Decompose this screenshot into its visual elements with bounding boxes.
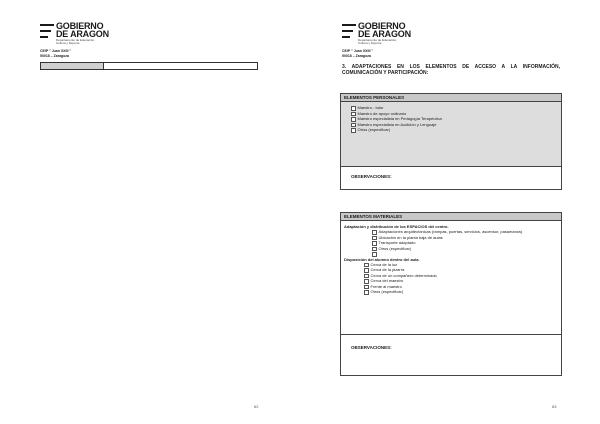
school-header: [40, 49, 71, 59]
school-city: 50018 – Zaragoza: [342, 54, 371, 58]
list-item[interactable]: Cerca de la pizarra: [364, 267, 558, 273]
checkbox-icon[interactable]: [364, 285, 369, 290]
checkbox-icon[interactable]: [364, 290, 369, 295]
gobierno-aragon-logo-right: [342, 22, 411, 46]
checkbox-icon[interactable]: [351, 117, 356, 122]
list-item[interactable]: Cerca del maestro: [364, 278, 558, 284]
list-item[interactable]: Otros (especificar): [351, 127, 561, 133]
materiales-content: [341, 221, 561, 335]
list-item[interactable]: Maestro especialista en Audición y Lenguaje: [351, 122, 561, 128]
list-item[interactable]: Otros (especificar): [372, 246, 558, 252]
checkbox-icon[interactable]: [372, 236, 377, 241]
logo-line1: GOBIERNO: [56, 21, 104, 31]
list-item[interactable]: Maestro - tutor: [351, 105, 561, 111]
gobierno-aragon-logo: [40, 22, 109, 46]
school-city: 50018 – Zaragoza: [40, 54, 69, 58]
logo-line2: DE ARAGON: [358, 29, 411, 39]
personales-observaciones: OBSERVACIONES:: [351, 174, 392, 179]
personales-options: [341, 102, 561, 167]
espacios-heading: Adaptación y distribución de los ESPACIOS del centro.: [344, 224, 449, 229]
list-item[interactable]: Transporte adaptado: [372, 240, 558, 246]
checkbox-icon[interactable]: [364, 274, 369, 279]
checkbox-icon[interactable]: [351, 106, 356, 111]
logo-mark-icon: [342, 24, 356, 38]
list-item[interactable]: Ubicación en la planta baja de aulas: [372, 235, 558, 241]
logo-subtitle: Departamento de Educación, Cultura y Deporte: [56, 38, 95, 46]
list-item[interactable]: Cerca de la luz: [364, 262, 558, 268]
materiales-box: [340, 212, 562, 376]
school-name: CEIP " Juan XXIII ": [40, 49, 72, 53]
list-item[interactable]: Maestro especialista en Pedagogía Terapéutica: [351, 116, 561, 122]
checkbox-icon[interactable]: [372, 252, 377, 257]
disposicion-heading: Disposición del alumno dentro del aula.: [344, 256, 420, 262]
header-bar-cell-blank: [104, 63, 257, 69]
list-item[interactable]: Cerca de un compañero determinado: [364, 273, 558, 279]
header-bar: [40, 62, 258, 70]
section-title: 3. ADAPTACIONES EN LOS ELEMENTOS DE ACCESO A LA INFORMACIÓN, COMUNICACIÓN Y PARTICIPACIÓN:: [342, 64, 560, 76]
school-name: CEIP " Juan XXIII ": [342, 49, 374, 53]
checkbox-icon[interactable]: [364, 268, 369, 273]
personales-heading: ELEMENTOS PERSONALES: [341, 94, 561, 102]
school-header-right: [342, 49, 373, 59]
espacios-list: [344, 229, 558, 257]
logo-line2: DE ARAGON: [56, 29, 109, 39]
logo-mark-icon: [40, 24, 54, 38]
header-bar-cell-shaded: [41, 63, 104, 69]
page-number-right: 63: [552, 404, 557, 409]
disposicion-list: [344, 262, 558, 295]
logo-line1: GOBIERNO: [358, 21, 406, 31]
checkbox-icon[interactable]: [372, 230, 377, 235]
checkbox-icon[interactable]: [372, 241, 377, 246]
checkbox-icon[interactable]: [351, 123, 356, 128]
list-item[interactable]: Frente al maestro: [364, 284, 558, 290]
personales-box: [340, 93, 562, 190]
list-item[interactable]: Otros (especificar): [364, 289, 558, 295]
checkbox-icon[interactable]: [351, 128, 356, 133]
list-item[interactable]: Maestro de apoyo ordinario: [351, 111, 561, 117]
checkbox-icon[interactable]: [364, 279, 369, 284]
page-number-left: 62: [254, 404, 259, 409]
materiales-heading: ELEMENTOS MATERIALES: [341, 213, 561, 221]
list-item[interactable]: Adaptaciones arquitectónicas (rampas, puertas, servicios, ascensor, pasamanos): [372, 229, 558, 235]
checkbox-icon[interactable]: [351, 112, 356, 117]
checkbox-icon[interactable]: [364, 263, 369, 268]
checkbox-icon[interactable]: [372, 247, 377, 252]
logo-subtitle: Departamento de Educación, Cultura y Deporte: [358, 38, 397, 46]
personales-list: [351, 105, 561, 133]
materiales-observaciones: OBSERVACIONES:: [351, 345, 392, 350]
